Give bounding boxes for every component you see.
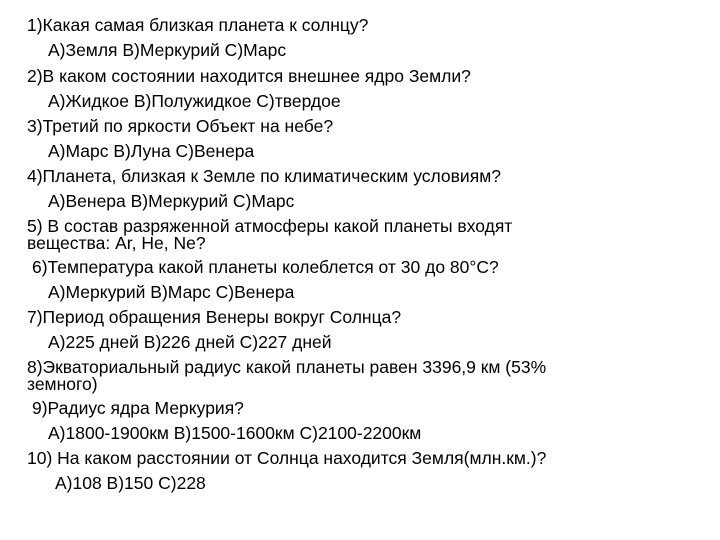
question-2: 2)В каком состоянии находится внешнее ядро Земли? [27, 66, 471, 86]
question-10: 10) На каком расстоянии от Солнца находится Земля(млн.км.)? [27, 448, 547, 468]
answers-10: А)108 В)150 С)228 [55, 473, 206, 493]
answers-7: А)225 дней В)226 дней С)227 дней [48, 332, 332, 352]
question-1: 1)Какая самая близкая планета к солнцу? [27, 15, 369, 35]
answers-2: А)Жидкое В)Полужидкое С)твердое [48, 91, 341, 111]
question-9: 9)Радиус ядра Меркурия? [32, 398, 244, 418]
question-7: 7)Период обращения Венеры вокруг Солнца? [27, 307, 402, 327]
question-5-cont: вещества: Ar, He, Ne? [27, 233, 206, 253]
question-8: 8)Экваториальный радиус какой планеты равен 3396,9 км (53% [27, 357, 547, 377]
answers-4: А)Венера В)Меркурий С)Марс [48, 191, 295, 211]
question-4: 4)Планета, близкая к Земле по климатическим условиям? [27, 166, 501, 186]
answers-1: А)Земля В)Меркурий С)Марс [48, 40, 287, 60]
answers-3: А)Марс В)Луна С)Венера [48, 141, 255, 161]
answers-6: А)Меркурий В)Марс С)Венера [48, 282, 295, 302]
question-3: 3)Третий по яркости Объект на небе? [27, 116, 334, 136]
question-8-cont: земного) [27, 374, 98, 394]
question-5: 5) В состав разряженной атмосферы какой планеты входят [27, 216, 513, 236]
answers-9: А)1800-1900км В)1500-1600км С)2100-2200км [48, 423, 422, 443]
question-6: 6)Температура какой планеты колеблется от 30 до 80°С? [32, 257, 499, 277]
